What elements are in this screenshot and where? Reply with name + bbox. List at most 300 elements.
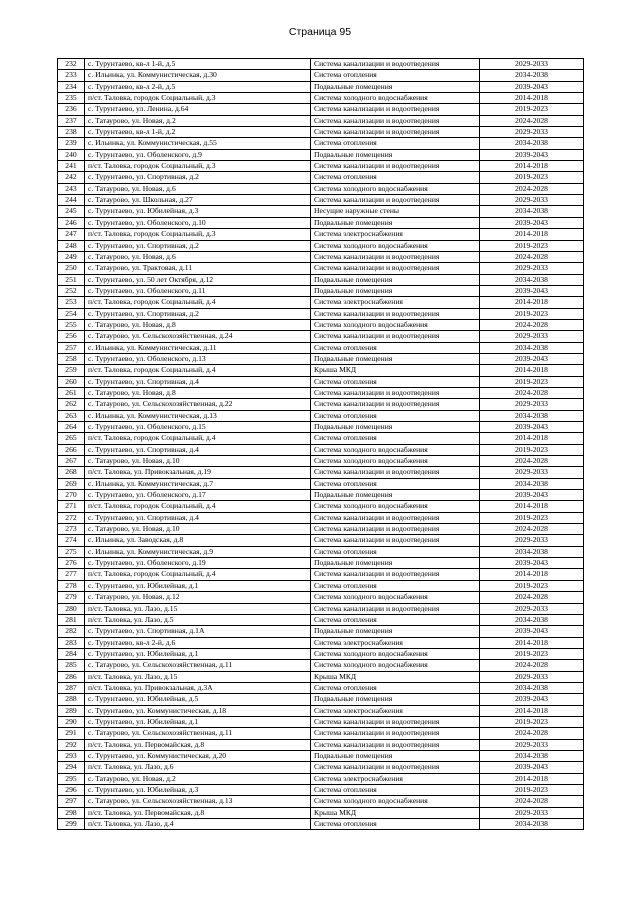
period-cell: 2019-2023	[480, 172, 584, 183]
table-row	[58, 671, 584, 682]
address-cell: с. Ильинка, ул. Коммунистическая, д.9	[85, 546, 311, 557]
row-number-cell: 277	[58, 569, 85, 580]
row-number-cell: 234	[58, 81, 85, 92]
row-number-cell: 278	[58, 580, 85, 591]
period-cell: 2014-2018	[480, 365, 584, 376]
address-cell: с. Турунтаево, ул. Юбилейная, д.1	[85, 580, 311, 591]
system-cell: Подвальные помещения	[311, 694, 480, 705]
system-cell: Система холодного водоснабжения	[311, 592, 480, 603]
table-row	[58, 490, 584, 501]
table-row	[58, 660, 584, 671]
table-row	[58, 716, 584, 727]
system-cell: Система холодного водоснабжения	[311, 501, 480, 512]
system-cell: Система холодного водоснабжения	[311, 93, 480, 104]
address-cell: с. Турунтаево, ул. Оболенского, д.19	[85, 558, 311, 569]
address-cell: с. Татаурово, ул. Сельскохозяйственная, д.24	[85, 331, 311, 342]
row-number-cell: 274	[58, 535, 85, 546]
address-cell: с. Татаурово, ул. Новая, д.10	[85, 456, 311, 467]
table-row	[58, 682, 584, 693]
period-cell: 2019-2023	[480, 104, 584, 115]
address-cell: с. Татаурово, ул. Новая, д.8	[85, 319, 311, 330]
row-number-cell: 249	[58, 251, 85, 262]
period-cell: 2039-2043	[480, 422, 584, 433]
period-cell: 2019-2023	[480, 716, 584, 727]
row-number-cell: 246	[58, 217, 85, 228]
row-number-cell: 271	[58, 501, 85, 512]
table-row	[58, 195, 584, 206]
row-number-cell: 290	[58, 716, 85, 727]
address-cell: с. Турунтаево, ул. Спортивная, д.4	[85, 444, 311, 455]
row-number-cell: 291	[58, 728, 85, 739]
row-number-cell: 243	[58, 183, 85, 194]
address-cell: с. Турунтаево, ул. Оболенского, д.11	[85, 285, 311, 296]
period-cell: 2034-2038	[480, 274, 584, 285]
address-cell: с. Турунтаево, ул. Оболенского, д.15	[85, 422, 311, 433]
table-row	[58, 728, 584, 739]
table-row	[58, 444, 584, 455]
system-cell: Подвальные помещения	[311, 490, 480, 501]
period-cell: 2024-2028	[480, 319, 584, 330]
period-cell: 2029-2033	[480, 127, 584, 138]
table-row	[58, 365, 584, 376]
table-row	[58, 399, 584, 410]
system-cell: Крыша МКД	[311, 807, 480, 818]
system-cell: Подвальные помещения	[311, 353, 480, 364]
table-row	[58, 127, 584, 138]
address-cell: с. Турунтаево, ул. Оболенского, д.9	[85, 149, 311, 160]
period-cell: 2034-2038	[480, 614, 584, 625]
system-cell: Система канализации и водоотведения	[311, 251, 480, 262]
address-cell: с. Турунтаево, ул. Спортивная, д.2	[85, 172, 311, 183]
address-cell: п/ст. Таловка, городок Социальный, д.4	[85, 297, 311, 308]
address-cell: п/ст. Таловка, ул. Лазо, д.4	[85, 819, 311, 830]
table-row	[58, 750, 584, 761]
address-cell: с. Татаурово, ул. Сельскохозяйственная, д.13	[85, 796, 311, 807]
address-cell: п/ст. Таловка, ул. Привокзальная, д.3А	[85, 682, 311, 693]
row-number-cell: 284	[58, 648, 85, 659]
system-cell: Подвальные помещения	[311, 626, 480, 637]
table-row	[58, 637, 584, 648]
system-cell: Система отопления	[311, 342, 480, 353]
address-cell: с. Татаурово, ул. Новая, д.6	[85, 251, 311, 262]
row-number-cell: 233	[58, 70, 85, 81]
row-number-cell: 265	[58, 433, 85, 444]
table-row	[58, 580, 584, 591]
system-cell: Подвальные помещения	[311, 750, 480, 761]
system-cell: Система отопления	[311, 138, 480, 149]
row-number-cell: 289	[58, 705, 85, 716]
address-cell: с. Ильинка, ул. Коммунистическая, д.11	[85, 342, 311, 353]
address-cell: с. Турунтаево, ул. Коммунистическая, д.20	[85, 750, 311, 761]
row-number-cell: 253	[58, 297, 85, 308]
period-cell: 2039-2043	[480, 694, 584, 705]
row-number-cell: 299	[58, 819, 85, 830]
period-cell: 2014-2018	[480, 705, 584, 716]
table-row	[58, 70, 584, 81]
system-cell: Система отопления	[311, 433, 480, 444]
row-number-cell: 276	[58, 558, 85, 569]
row-number-cell: 242	[58, 172, 85, 183]
table-body	[58, 59, 584, 830]
period-cell: 2024-2028	[480, 796, 584, 807]
row-number-cell: 270	[58, 490, 85, 501]
address-cell: с. Турунтаево, ул. Юбилейная, д.3	[85, 785, 311, 796]
row-number-cell: 238	[58, 127, 85, 138]
system-cell: Система холодного водоснабжения	[311, 660, 480, 671]
address-cell: п/ст. Таловка, городок Социальный, д.4	[85, 365, 311, 376]
row-number-cell: 259	[58, 365, 85, 376]
table-row	[58, 297, 584, 308]
table-row	[58, 546, 584, 557]
table-row	[58, 694, 584, 705]
address-cell: с. Татаурово, ул. Сельскохозяйственная, д.11	[85, 660, 311, 671]
table-row	[58, 739, 584, 750]
row-number-cell: 266	[58, 444, 85, 455]
table-row	[58, 807, 584, 818]
address-cell: с. Ильинка, ул. Коммунистическая, д.30	[85, 70, 311, 81]
system-cell: Система канализации и водоотведения	[311, 161, 480, 172]
address-cell: с. Турунтаево, ул. Спортивная, д.1А	[85, 626, 311, 637]
address-cell: с. Турунтаево, ул. Оболенского, д.17	[85, 490, 311, 501]
system-cell: Подвальные помещения	[311, 285, 480, 296]
system-cell: Система канализации и водоотведения	[311, 59, 480, 70]
table-row	[58, 478, 584, 489]
period-cell: 2039-2043	[480, 558, 584, 569]
period-cell: 2024-2028	[480, 183, 584, 194]
period-cell: 2029-2033	[480, 603, 584, 614]
system-cell: Система канализации и водоотведения	[311, 115, 480, 126]
address-cell: с. Турунтаево, ул. Коммунистическая, д.18	[85, 705, 311, 716]
period-cell: 2024-2028	[480, 387, 584, 398]
period-cell: 2034-2038	[480, 410, 584, 421]
system-cell: Система отопления	[311, 70, 480, 81]
table-row	[58, 149, 584, 160]
period-cell: 2014-2018	[480, 229, 584, 240]
period-cell: 2019-2023	[480, 240, 584, 251]
system-cell: Подвальные помещения	[311, 149, 480, 160]
row-number-cell: 263	[58, 410, 85, 421]
row-number-cell: 269	[58, 478, 85, 489]
period-cell: 2029-2033	[480, 807, 584, 818]
system-cell: Система холодного водоснабжения	[311, 456, 480, 467]
table-row	[58, 104, 584, 115]
system-cell: Система холодного водоснабжения	[311, 648, 480, 659]
period-cell: 2024-2028	[480, 251, 584, 262]
table-row	[58, 467, 584, 478]
system-cell: Система электроснабжения	[311, 297, 480, 308]
table-row	[58, 115, 584, 126]
row-number-cell: 282	[58, 626, 85, 637]
address-cell: с. Татаурово, ул. Школьная, д.27	[85, 195, 311, 206]
table-row	[58, 342, 584, 353]
row-number-cell: 292	[58, 739, 85, 750]
row-number-cell: 236	[58, 104, 85, 115]
period-cell: 2014-2018	[480, 773, 584, 784]
address-cell: с. Турунтаево, ул. Юбилейная, д.1	[85, 648, 311, 659]
period-cell: 2029-2033	[480, 331, 584, 342]
row-number-cell: 275	[58, 546, 85, 557]
system-cell: Подвальные помещения	[311, 217, 480, 228]
table-row	[58, 785, 584, 796]
system-cell: Система электроснабжения	[311, 705, 480, 716]
period-cell: 2039-2043	[480, 353, 584, 364]
system-cell: Система холодного водоснабжения	[311, 183, 480, 194]
period-cell: 2034-2038	[480, 70, 584, 81]
period-cell: 2024-2028	[480, 728, 584, 739]
row-number-cell: 280	[58, 603, 85, 614]
period-cell: 2029-2033	[480, 739, 584, 750]
row-number-cell: 239	[58, 138, 85, 149]
address-cell: с. Татаурово, ул. Сельскохозяйственная, д.22	[85, 399, 311, 410]
table-row	[58, 285, 584, 296]
address-cell: с. Турунтаево, кв-л 1-й, д.5	[85, 59, 311, 70]
address-cell: с. Турунтаево, ул. Юбилейная, д.1	[85, 716, 311, 727]
address-cell: с. Ильинка, ул. Коммунистическая, д.7	[85, 478, 311, 489]
row-number-cell: 267	[58, 456, 85, 467]
system-cell: Система электроснабжения	[311, 229, 480, 240]
row-number-cell: 244	[58, 195, 85, 206]
address-cell: п/ст. Таловка, ул. Лазо, д.15	[85, 671, 311, 682]
system-cell: Система отопления	[311, 410, 480, 421]
address-cell: п/ст. Таловка, городок Социальный, д.3	[85, 161, 311, 172]
table-row	[58, 206, 584, 217]
period-cell: 2039-2043	[480, 285, 584, 296]
system-cell: Система отопления	[311, 172, 480, 183]
period-cell: 2039-2043	[480, 490, 584, 501]
table-row	[58, 796, 584, 807]
row-number-cell: 286	[58, 671, 85, 682]
system-cell: Система канализации и водоотведения	[311, 308, 480, 319]
row-number-cell: 262	[58, 399, 85, 410]
system-cell: Система отопления	[311, 580, 480, 591]
system-cell: Система канализации и водоотведения	[311, 535, 480, 546]
address-cell: п/ст. Таловка, городок Социальный, д.3	[85, 93, 311, 104]
address-cell: с. Ильинка, ул. Заводская, д.8	[85, 535, 311, 546]
table-row	[58, 762, 584, 773]
system-cell: Система канализации и водоотведения	[311, 728, 480, 739]
table-row	[58, 422, 584, 433]
period-cell: 2014-2018	[480, 297, 584, 308]
table-row	[58, 172, 584, 183]
address-cell: с. Турунтаево, ул. Спортивная, д.2	[85, 308, 311, 319]
address-cell: с. Турунтаево, ул. Оболенского, д.13	[85, 353, 311, 364]
table-row	[58, 535, 584, 546]
period-cell: 2014-2018	[480, 501, 584, 512]
system-cell: Система отопления	[311, 614, 480, 625]
period-cell: 2034-2038	[480, 819, 584, 830]
table-row	[58, 81, 584, 92]
page-number-header: Страница 95	[288, 26, 352, 38]
table-row	[58, 308, 584, 319]
period-cell: 2029-2033	[480, 59, 584, 70]
table-row	[58, 569, 584, 580]
table-row	[58, 274, 584, 285]
address-cell: с. Татаурово, ул. Новая, д.6	[85, 183, 311, 194]
address-cell: п/ст. Таловка, городок Социальный, д.3	[85, 229, 311, 240]
system-cell: Система канализации и водоотведения	[311, 104, 480, 115]
system-cell: Система отопления	[311, 546, 480, 557]
table-row	[58, 501, 584, 512]
period-cell: 2014-2018	[480, 637, 584, 648]
system-cell: Система канализации и водоотведения	[311, 127, 480, 138]
table-row	[58, 331, 584, 342]
row-number-cell: 281	[58, 614, 85, 625]
table-row	[58, 456, 584, 467]
system-cell: Система отопления	[311, 478, 480, 489]
period-cell: 2019-2023	[480, 308, 584, 319]
system-cell: Система канализации и водоотведения	[311, 603, 480, 614]
table-row	[58, 410, 584, 421]
row-number-cell: 247	[58, 229, 85, 240]
system-cell: Несущие наружные стены	[311, 206, 480, 217]
address-cell: с. Ильинка, ул. Коммунистическая, д.55	[85, 138, 311, 149]
period-cell: 2034-2038	[480, 206, 584, 217]
row-number-cell: 252	[58, 285, 85, 296]
row-number-cell: 240	[58, 149, 85, 160]
period-cell: 2029-2033	[480, 467, 584, 478]
address-cell: с. Ильинка, ул. Коммунистическая, д.13	[85, 410, 311, 421]
row-number-cell: 261	[58, 387, 85, 398]
period-cell: 2039-2043	[480, 762, 584, 773]
system-cell: Система отопления	[311, 819, 480, 830]
row-number-cell: 298	[58, 807, 85, 818]
system-cell: Система холодного водоснабжения	[311, 444, 480, 455]
address-cell: с. Турунтаево, ул. Спортивная, д.4	[85, 376, 311, 387]
table-row	[58, 376, 584, 387]
period-cell: 2014-2018	[480, 433, 584, 444]
address-cell: п/ст. Таловка, ул. Привокзальная, д.19	[85, 467, 311, 478]
system-cell: Система отопления	[311, 682, 480, 693]
address-cell: с. Татаурово, ул. Сельскохозяйственная, д.11	[85, 728, 311, 739]
table-row	[58, 319, 584, 330]
row-number-cell: 297	[58, 796, 85, 807]
table-row	[58, 524, 584, 535]
table-row	[58, 229, 584, 240]
row-number-cell: 258	[58, 353, 85, 364]
system-cell: Система электроснабжения	[311, 773, 480, 784]
address-cell: с. Турунтаево, ул. Оболенского, д.10	[85, 217, 311, 228]
address-cell: с. Турунтаево, ул. Спортивная, д.2	[85, 240, 311, 251]
period-cell: 2024-2028	[480, 115, 584, 126]
period-cell: 2034-2038	[480, 478, 584, 489]
table-row	[58, 773, 584, 784]
row-number-cell: 272	[58, 512, 85, 523]
system-cell: Система холодного водоснабжения	[311, 796, 480, 807]
table-row	[58, 161, 584, 172]
address-cell: п/ст. Таловка, городок Социальный, д.4	[85, 501, 311, 512]
row-number-cell: 295	[58, 773, 85, 784]
table-row	[58, 512, 584, 523]
table-row	[58, 217, 584, 228]
row-number-cell: 254	[58, 308, 85, 319]
row-number-cell: 260	[58, 376, 85, 387]
row-number-cell: 279	[58, 592, 85, 603]
row-number-cell: 273	[58, 524, 85, 535]
row-number-cell: 235	[58, 93, 85, 104]
system-cell: Крыша МКД	[311, 671, 480, 682]
table-row	[58, 648, 584, 659]
system-cell: Подвальные помещения	[311, 422, 480, 433]
row-number-cell: 256	[58, 331, 85, 342]
system-cell: Система канализации и водоотведения	[311, 569, 480, 580]
period-cell: 2034-2038	[480, 342, 584, 353]
address-cell: с. Турунтаево, кв-л 1-й, д.2	[85, 127, 311, 138]
system-cell: Система холодного водоснабжения	[311, 319, 480, 330]
period-cell: 2029-2033	[480, 399, 584, 410]
system-cell: Система канализации и водоотведения	[311, 387, 480, 398]
period-cell: 2029-2033	[480, 671, 584, 682]
table-row	[58, 183, 584, 194]
system-cell: Система канализации и водоотведения	[311, 512, 480, 523]
period-cell: 2019-2023	[480, 376, 584, 387]
period-cell: 2034-2038	[480, 682, 584, 693]
period-cell: 2034-2038	[480, 546, 584, 557]
address-cell: с. Турунтаево, ул. Юбилейная, д.5	[85, 694, 311, 705]
table-row	[58, 387, 584, 398]
address-cell: с. Турунтаево, кв-л 2-й, д.5	[85, 81, 311, 92]
period-cell: 2019-2023	[480, 648, 584, 659]
table-row	[58, 819, 584, 830]
table-row	[58, 603, 584, 614]
row-number-cell: 257	[58, 342, 85, 353]
period-cell: 2014-2018	[480, 161, 584, 172]
system-cell: Система канализации и водоотведения	[311, 739, 480, 750]
system-cell: Крыша МКД	[311, 365, 480, 376]
repair-schedule-table	[57, 58, 584, 830]
period-cell: 2019-2023	[480, 512, 584, 523]
table-row	[58, 138, 584, 149]
system-cell: Подвальные помещения	[311, 558, 480, 569]
period-cell: 2024-2028	[480, 524, 584, 535]
address-cell: п/ст. Таловка, ул. Первомайская, д.8	[85, 807, 311, 818]
system-cell: Система канализации и водоотведения	[311, 716, 480, 727]
row-number-cell: 232	[58, 59, 85, 70]
system-cell: Система канализации и водоотведения	[311, 399, 480, 410]
row-number-cell: 241	[58, 161, 85, 172]
period-cell: 2039-2043	[480, 149, 584, 160]
system-cell: Подвальные помещения	[311, 81, 480, 92]
address-cell: с. Турунтаево, ул. 50 лет Октября, д.12	[85, 274, 311, 285]
row-number-cell: 285	[58, 660, 85, 671]
table-row	[58, 240, 584, 251]
address-cell: п/ст. Таловка, городок Социальный, д.4	[85, 569, 311, 580]
period-cell: 2019-2023	[480, 444, 584, 455]
table-row	[58, 705, 584, 716]
period-cell: 2034-2038	[480, 138, 584, 149]
period-cell: 2039-2043	[480, 81, 584, 92]
period-cell: 2039-2043	[480, 217, 584, 228]
row-number-cell: 251	[58, 274, 85, 285]
period-cell: 2024-2028	[480, 456, 584, 467]
row-number-cell: 255	[58, 319, 85, 330]
row-number-cell: 296	[58, 785, 85, 796]
address-cell: с. Турунтаево, кв-л 2-й, д.6	[85, 637, 311, 648]
row-number-cell: 294	[58, 762, 85, 773]
period-cell: 2029-2033	[480, 195, 584, 206]
system-cell: Система канализации и водоотведения	[311, 195, 480, 206]
row-number-cell: 237	[58, 115, 85, 126]
period-cell: 2024-2028	[480, 660, 584, 671]
system-cell: Система электроснабжения	[311, 637, 480, 648]
table-row	[58, 93, 584, 104]
period-cell: 2034-2038	[480, 750, 584, 761]
period-cell: 2014-2018	[480, 93, 584, 104]
system-cell: Система канализации и водоотведения	[311, 331, 480, 342]
table-row	[58, 592, 584, 603]
period-cell: 2029-2033	[480, 263, 584, 274]
period-cell: 2024-2028	[480, 592, 584, 603]
row-number-cell: 264	[58, 422, 85, 433]
